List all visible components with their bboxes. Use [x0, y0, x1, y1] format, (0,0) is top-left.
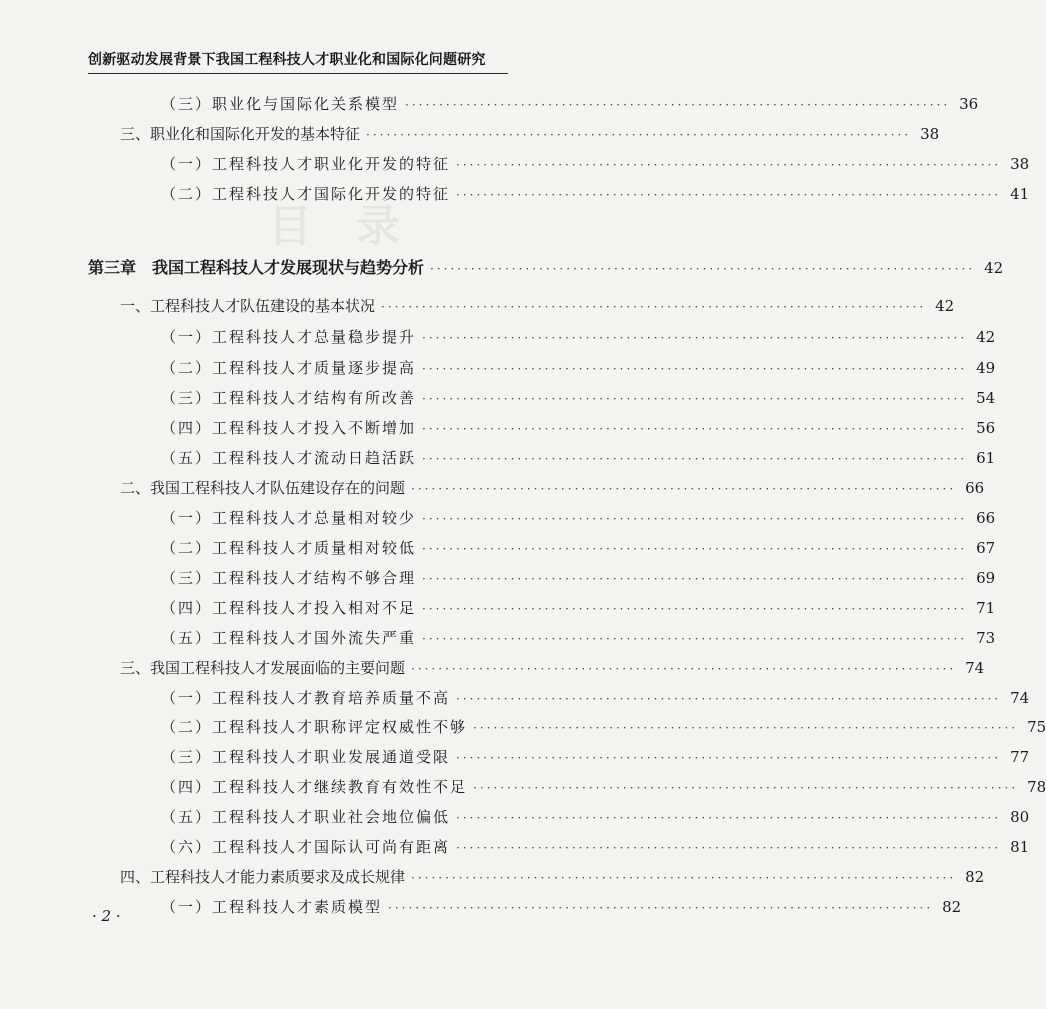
toc-entry-title: （四）工程科技人才投入相对不足 — [161, 599, 417, 617]
toc-entry-page: 42 — [984, 259, 1004, 277]
dot-leader: ················································································ — [366, 128, 912, 142]
toc-entry — [161, 537, 996, 559]
running-header: 创新驱动发展背景下我国工程科技人才职业化和国际化问题研究 — [88, 52, 486, 68]
toc-entry-title: 四、工程科技人才能力素质要求及成长规律 — [120, 868, 406, 886]
toc-entry-page: 36 — [959, 95, 979, 113]
toc-entry — [161, 447, 996, 469]
toc-entry-page: 66 — [976, 509, 996, 527]
toc-entry-page: 82 — [965, 868, 985, 886]
toc-entry-title: （一）工程科技人才教育培养质量不高 — [161, 689, 451, 707]
toc-entry-title: （二）工程科技人才质量相对较低 — [161, 539, 417, 557]
toc-entry-page: 42 — [976, 328, 996, 346]
dot-leader: ················································································ — [456, 188, 1002, 202]
dot-leader: ················································································ — [456, 751, 1002, 765]
dot-leader: ················································································ — [456, 158, 1002, 172]
toc-entry-title: （五）工程科技人才国外流失严重 — [161, 629, 417, 647]
toc-entry — [120, 295, 955, 317]
toc-entry-title: 一、工程科技人才队伍建设的基本状况 — [120, 297, 376, 315]
toc-entry-page: 38 — [920, 125, 940, 143]
toc-entry-title: （五）工程科技人才职业社会地位偏低 — [161, 808, 451, 826]
toc-entry-title: （三）工程科技人才结构不够合理 — [161, 569, 417, 587]
toc-entry-page: 56 — [976, 419, 996, 437]
dot-leader: ················································································ — [411, 871, 957, 885]
page-number: · 2 · — [92, 907, 121, 925]
toc-entry — [161, 836, 1030, 858]
dot-leader: ················································································ — [456, 841, 1002, 855]
toc-entry — [88, 255, 1004, 277]
toc-entry — [161, 153, 1030, 175]
dot-leader: ················································································ — [411, 482, 957, 496]
toc-entry — [161, 183, 1030, 205]
toc-entry — [161, 776, 1046, 798]
toc-entry — [120, 477, 985, 499]
toc-entry-page: 71 — [976, 599, 996, 617]
toc-entry-title: （六）工程科技人才国际认可尚有距离 — [161, 838, 451, 856]
toc-entry-page: 66 — [965, 479, 985, 497]
dot-leader: ················································································ — [422, 392, 968, 406]
toc-entry-page: 38 — [1010, 155, 1030, 173]
toc-entry-title: （三）工程科技人才结构有所改善 — [161, 389, 417, 407]
toc-entry — [120, 866, 985, 888]
dot-leader: ················································································ — [473, 721, 1019, 735]
dot-leader: ················································································ — [422, 452, 968, 466]
toc-entry — [161, 326, 996, 348]
bleed-through-glyph: 目 录 — [268, 201, 400, 252]
toc-entry-title: 三、我国工程科技人才发展面临的主要问题 — [120, 659, 406, 677]
dot-leader: ················································································ — [422, 362, 968, 376]
toc-entry — [161, 387, 996, 409]
toc-entry-page: 67 — [976, 539, 996, 557]
toc-entry-page: 74 — [965, 659, 985, 677]
dot-leader: ················································································ — [405, 98, 951, 112]
toc-entry — [161, 507, 996, 529]
dot-leader: ················································································ — [422, 572, 968, 586]
toc-entry — [161, 896, 962, 918]
dot-leader: ················································································ — [422, 602, 968, 616]
toc-entry-page: 69 — [976, 569, 996, 587]
dot-leader: ················································································ — [422, 542, 968, 556]
toc-entry-title: 第三章 我国工程科技人才发展现状与趋势分析 — [88, 258, 425, 277]
toc-entry-title: （二）工程科技人才国际化开发的特征 — [161, 185, 451, 203]
toc-entry-title: 三、职业化和国际化开发的基本特征 — [120, 125, 361, 143]
dot-leader: ················································································ — [422, 331, 968, 345]
toc-entry — [161, 716, 1046, 738]
toc-entry-title: （四）工程科技人才继续教育有效性不足 — [161, 778, 468, 796]
dot-leader: ················································································ — [473, 781, 1019, 795]
toc-entry-title: （二）工程科技人才质量逐步提高 — [161, 359, 417, 377]
toc-entry — [161, 417, 996, 439]
dot-leader: ················································································ — [422, 422, 968, 436]
toc-entry-title: （三）职业化与国际化关系模型 — [161, 95, 400, 113]
toc-entry — [120, 123, 940, 145]
toc-entry-title: （三）工程科技人才职业发展通道受限 — [161, 748, 451, 766]
dot-leader: ················································································ — [456, 692, 1002, 706]
toc-entry-page: 75 — [1027, 718, 1046, 736]
toc-entry-page: 81 — [1010, 838, 1030, 856]
toc-entry — [161, 597, 996, 619]
toc-entry — [161, 567, 996, 589]
toc-entry-title: （五）工程科技人才流动日趋活跃 — [161, 449, 417, 467]
dot-leader: ················································································ — [456, 811, 1002, 825]
toc-entry — [161, 806, 1030, 828]
toc-entry-page: 61 — [976, 449, 996, 467]
toc-entry-title: （一）工程科技人才总量稳步提升 — [161, 328, 417, 346]
toc-entry-page: 82 — [942, 898, 962, 916]
toc-entry — [161, 357, 996, 379]
toc-entry-page: 73 — [976, 629, 996, 647]
toc-entry-title: 二、我国工程科技人才队伍建设存在的问题 — [120, 479, 406, 497]
dot-leader: ················································································ — [430, 262, 976, 276]
toc-entry — [161, 746, 1030, 768]
toc-entry-page: 77 — [1010, 748, 1030, 766]
dot-leader: ················································································ — [411, 662, 957, 676]
toc-entry-page: 78 — [1027, 778, 1046, 796]
toc-entry-title: （二）工程科技人才职称评定权威性不够 — [161, 718, 468, 736]
toc-entry-title: （一）工程科技人才总量相对较少 — [161, 509, 417, 527]
dot-leader: ················································································ — [422, 512, 968, 526]
dot-leader: ················································································ — [422, 632, 968, 646]
toc-entry-title: （一）工程科技人才职业化开发的特征 — [161, 155, 451, 173]
toc-entry-page: 42 — [935, 297, 955, 315]
toc-entry — [120, 657, 985, 679]
toc-entry — [161, 687, 1030, 709]
toc-entry — [161, 93, 979, 115]
toc-entry-page: 74 — [1010, 689, 1030, 707]
dot-leader: ················································································ — [381, 300, 927, 314]
toc-entry — [161, 627, 996, 649]
toc-entry-page: 80 — [1010, 808, 1030, 826]
toc-entry-title: （四）工程科技人才投入不断增加 — [161, 419, 417, 437]
toc-entry-page: 49 — [976, 359, 996, 377]
dot-leader: ················································································ — [388, 901, 934, 915]
toc-entry-page: 41 — [1010, 185, 1030, 203]
toc-entry-page: 54 — [976, 389, 996, 407]
toc-entry-title: （一）工程科技人才素质模型 — [161, 898, 383, 916]
